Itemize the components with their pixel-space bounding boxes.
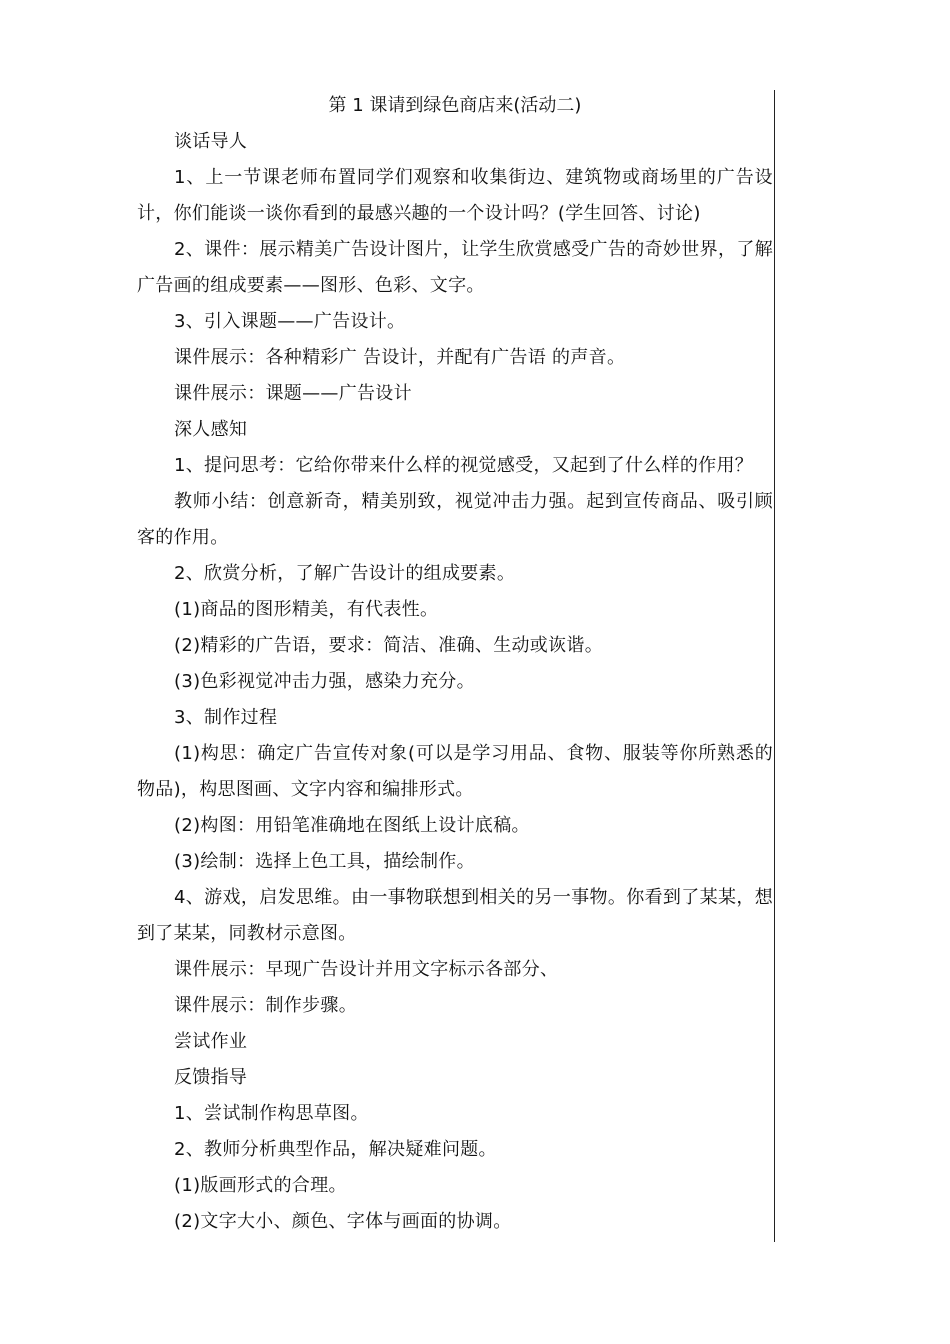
- document-body: [137, 88, 773, 1240]
- paragraph-feedback-3: (1)版画形式的合理。: [174, 1175, 347, 1196]
- paragraph-element-1: (1)商品的图形精美，有代表性。: [174, 599, 439, 620]
- section-heading-perception: 深人感知: [174, 419, 248, 440]
- paragraph-question: 1、提问思考：它给你带来什么样的视觉感受，又起到了什么样的作用？: [174, 455, 754, 476]
- right-margin-rule: [774, 90, 775, 1242]
- paragraph-game: 4、游戏，启发思维。由一事物联想到相关的另一事物。你看到了某某，想到了某某，同教材示意图。: [137, 887, 773, 944]
- paragraph-feedback-1: 1、尝试制作构思草图。: [174, 1103, 369, 1124]
- paragraph-courseware-3: 课件展示：早现广告设计并用文字标示各部分、: [174, 959, 559, 980]
- paragraph-feedback-2: 2、教师分析典型作品，解决疑难问题。: [174, 1139, 497, 1160]
- paragraph-courseware-4: 课件展示：制作步骤。: [174, 995, 357, 1016]
- paragraph-intro-3: 3、引入课题——广告设计。: [174, 311, 406, 332]
- paragraph-process-heading: 3、制作过程: [174, 707, 278, 728]
- lesson-title: 第 1 课请到绿色商店来(活动二): [328, 95, 582, 116]
- paragraph-teacher-summary: 教师小结：创意新奇，精美别致，视觉冲击力强。起到宣传商品、吸引顾客的作用。: [137, 491, 773, 548]
- paragraph-courseware-1: 课件展示：各种精彩广 告设计，并配有广告语 的声音。: [174, 347, 626, 368]
- paragraph-feedback-4: (2)文字大小、颜色、字体与画面的协调。: [174, 1211, 512, 1232]
- section-heading-intro: 谈话导人: [174, 131, 248, 152]
- section-heading-feedback: 反馈指导: [174, 1067, 248, 1088]
- section-heading-trial: 尝试作业: [174, 1031, 248, 1052]
- paragraph-process-3: (3)绘制：选择上色工具，描绘制作。: [174, 851, 475, 872]
- paragraph-process-2: (2)构图：用铅笔准确地在图纸上设计底稿。: [174, 815, 530, 836]
- paragraph-analysis: 2、欣赏分析，了解广告设计的组成要素。: [174, 563, 516, 584]
- paragraph-element-2: (2)精彩的广告语，要求：简洁、准确、生动或诙谐。: [174, 635, 603, 656]
- paragraph-process-1: (1)构思：确定广告宣传对象(可以是学习用品、食物、服装等你所熟悉的物品)，构思图画、文字内容和编排形式。: [137, 743, 773, 800]
- paragraph-intro-2: 2、课件：展示精美广告设计图片，让学生欣赏感受广告的奇妙世界，了解广告画的组成要素——图形、色彩、文字。: [137, 239, 773, 296]
- paragraph-intro-1: 1、上一节课老师布置同学们观察和收集街边、建筑物或商场里的广告设计，你们能谈一谈你看到的最感兴趣的一个设计吗？(学生回答、讨论): [137, 167, 773, 224]
- paragraph-courseware-2: 课件展示：课题——广告设计: [174, 383, 412, 404]
- paragraph-element-3: (3)色彩视觉冲击力强，感染力充分。: [174, 671, 475, 692]
